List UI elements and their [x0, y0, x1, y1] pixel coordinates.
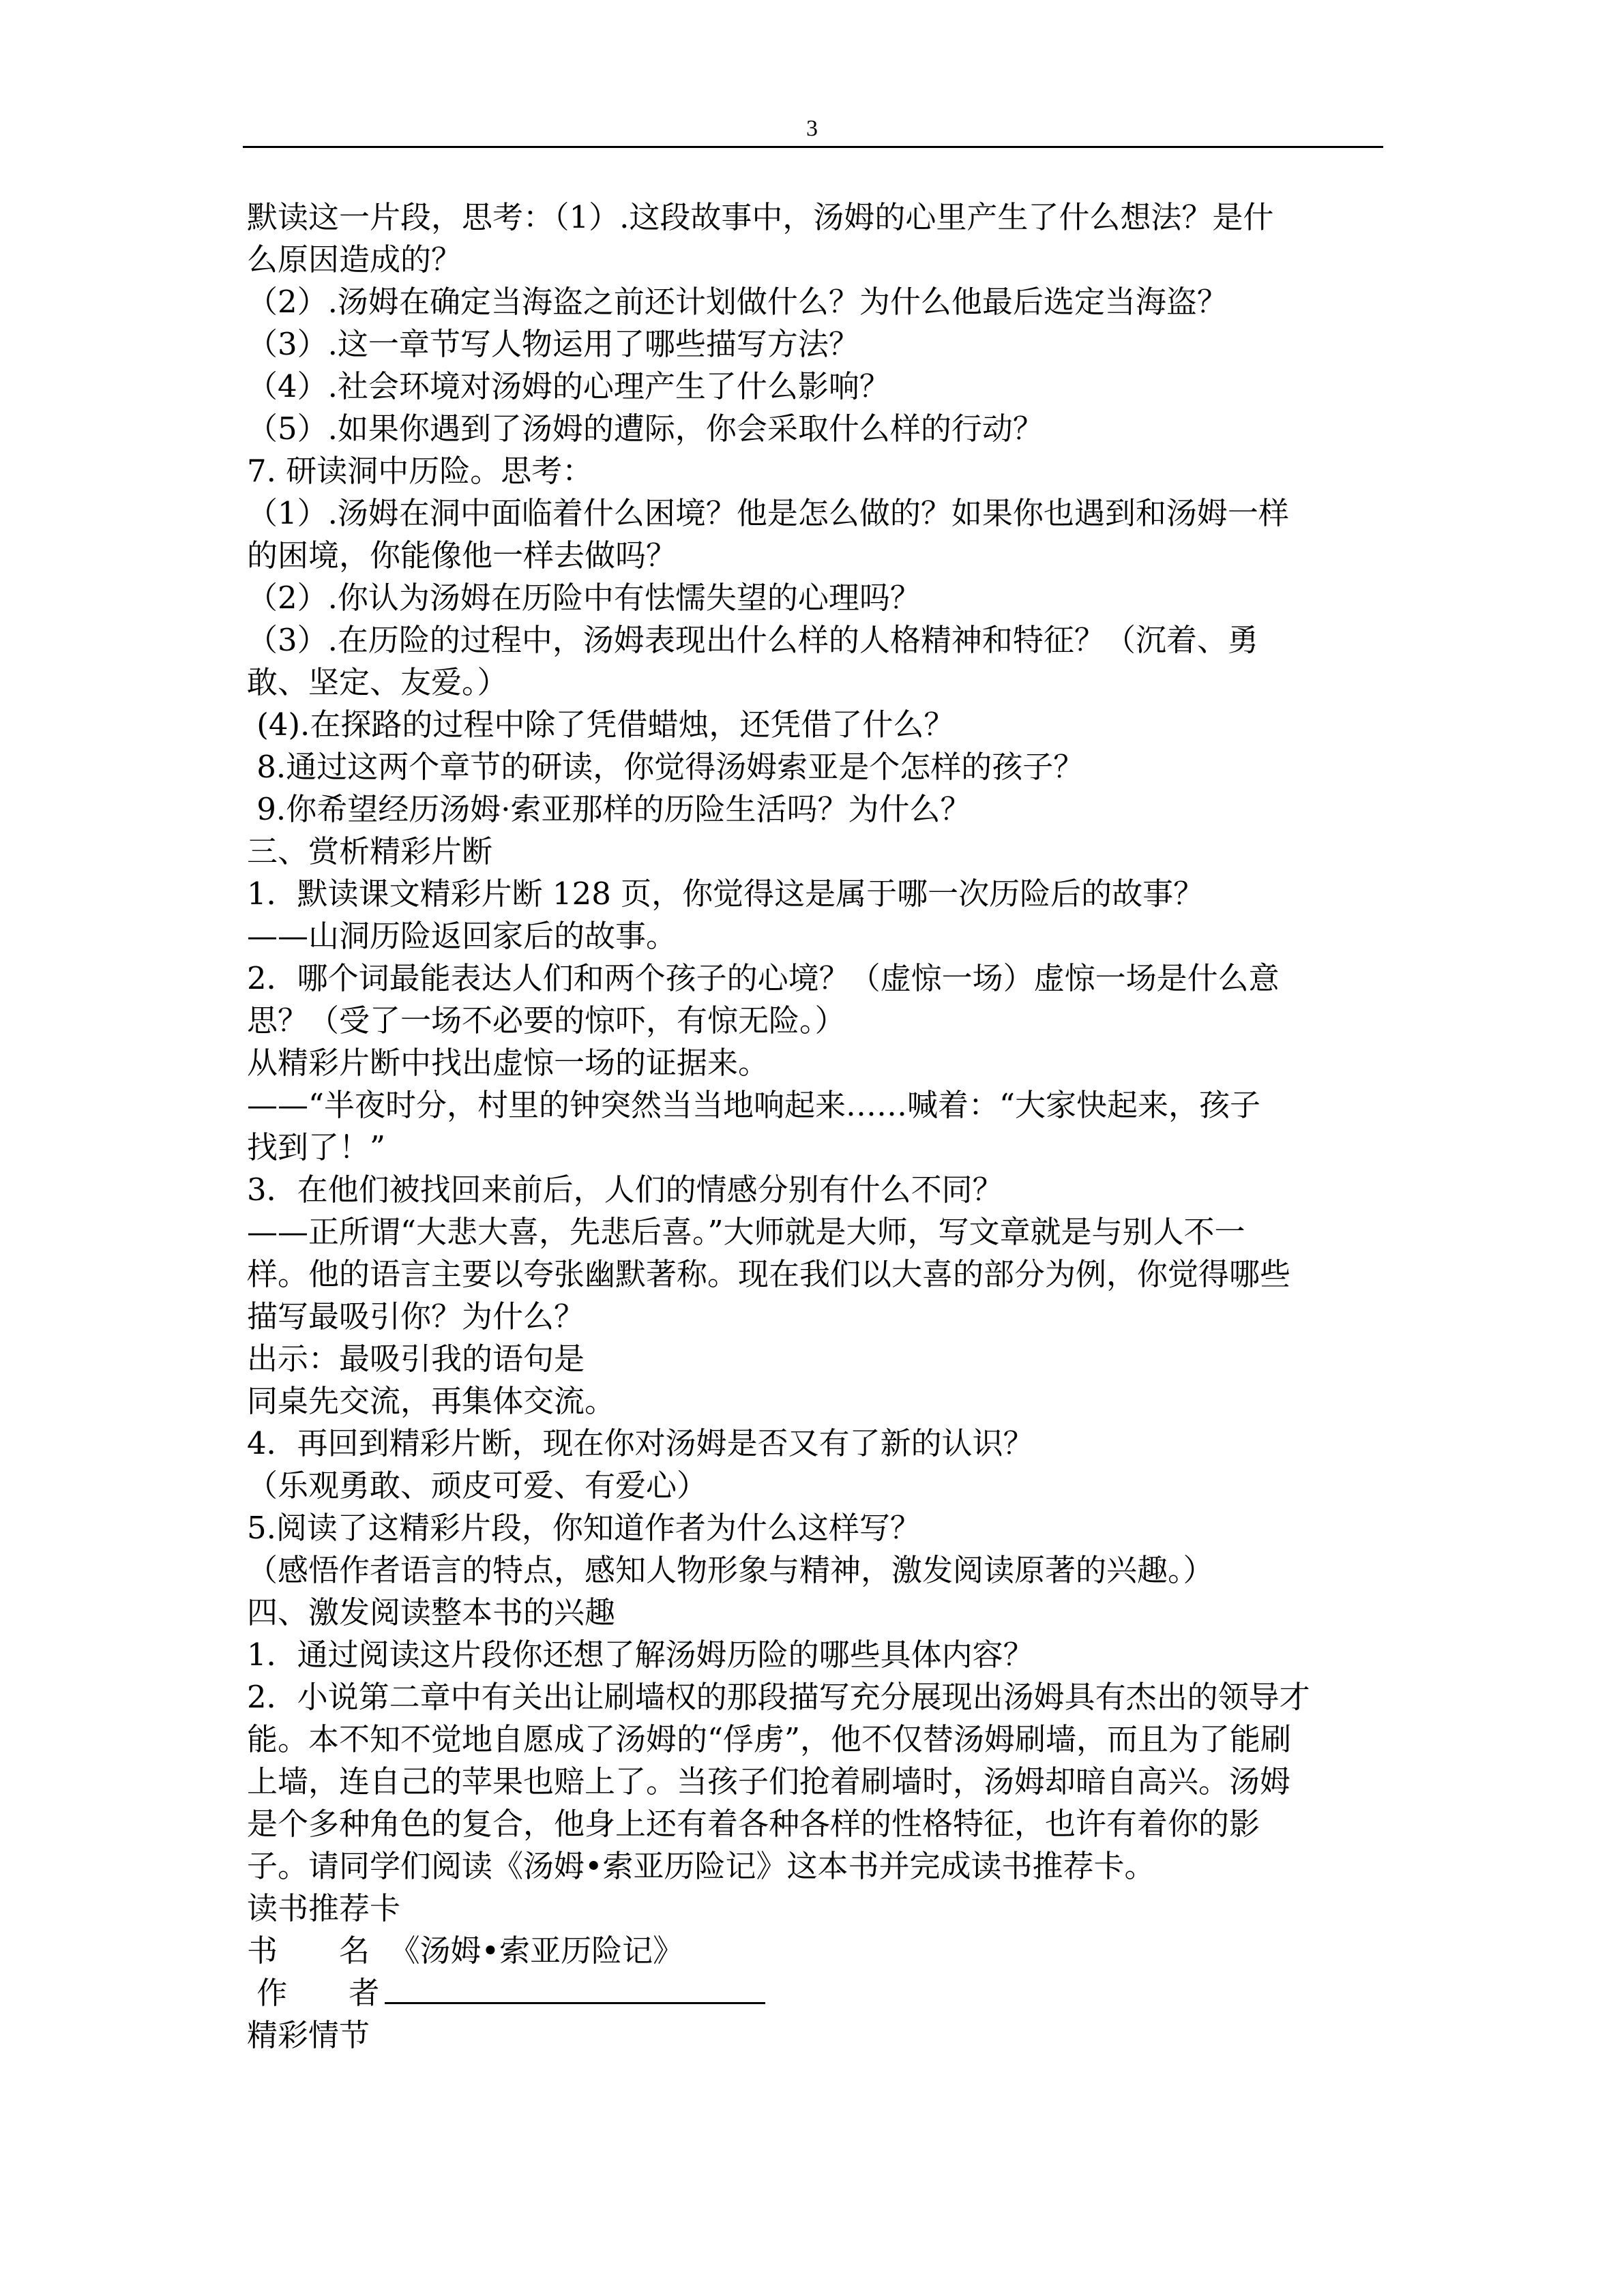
card-title-value: 《汤姆•索亚历险记》 [389, 1933, 684, 1969]
text-line: 3．在他们被找回来前后，人们的情感分别有什么不同？ [247, 1172, 1003, 1208]
text-line: 能。本不知不觉地自愿成了汤姆的“俘虏”，他不仅替汤姆刷墙，而且为了能刷 [247, 1721, 1292, 1757]
card-title-row [247, 1930, 1393, 1972]
text-line: 么原因造成的？ [247, 241, 462, 278]
text-line: 2．小说第二章中有关出让刷墙权的那段描写充分展现出汤姆具有杰出的领导才 [247, 1679, 1310, 1715]
header-rule [243, 146, 1383, 148]
text-line: 找到了！” [247, 1129, 386, 1165]
text-line: （感悟作者语言的特点，感知人物形象与精神，激发阅读原著的兴趣。） [247, 1552, 1214, 1588]
text-line: 1．通过阅读这片段你还想了解汤姆历险的哪些具体内容？ [247, 1637, 1034, 1673]
text-line: 描写最吸引你？为什么？ [247, 1298, 585, 1335]
text-line: （2）.汤姆在确定当海盗之前还计划做什么？为什么他最后选定当海盗？ [247, 284, 1228, 320]
text-line: 敢、坚定、友爱。） [247, 664, 508, 700]
text-line: 1．默读课文精彩片断 128 页，你觉得这是属于哪一次历险后的故事？ [247, 876, 1205, 912]
text-line: 8.通过这两个章节的研读，你觉得汤姆索亚是个怎样的孩子？ [247, 749, 1084, 785]
card-highlights-label: 精彩情节 [247, 2017, 370, 2053]
text-line: 2．哪个词最能表达人们和两个孩子的心境？（虚惊一场）虚惊一场是什么意 [247, 960, 1280, 996]
author-fill-blank[interactable] [385, 1972, 765, 2004]
text-line: 出示：最吸引我的语句是 [247, 1341, 585, 1377]
text-line: （3）.在历险的过程中，汤姆表现出什么样的人格精神和特征？（沉着、勇 [247, 622, 1258, 658]
text-line: （5）.如果你遇到了汤姆的遭际，你会采取什么样的行动？ [247, 411, 1044, 447]
page-number: 3 [806, 116, 818, 141]
section-heading: 7. 研读洞中历险。思考： [247, 453, 593, 489]
text-line: （1）.汤姆在洞中面临着什么困境？他是怎么做的？如果你也遇到和汤姆一样 [247, 495, 1289, 531]
text-line: 子。请同学们阅读《汤姆•索亚历险记》这本书并完成读书推荐卡。 [247, 1848, 1155, 1884]
document-body [247, 196, 1393, 2057]
text-line: 的困境，你能像他一样去做吗？ [247, 537, 677, 573]
text-line: 思？（受了一场不必要的惊吓，有惊无险。） [247, 1002, 846, 1039]
text-line: （2）.你认为汤姆在历险中有怯懦失望的心理吗？ [247, 580, 921, 616]
text-line: (4).在探路的过程中除了凭借蜡烛，还凭借了什么？ [247, 706, 955, 743]
text-line: 是个多种角色的复合，他身上还有着各种各样的性格特征，也许有着你的影 [247, 1806, 1260, 1842]
text-line: （4）.社会环境对汤姆的心理产生了什么影响？ [247, 368, 890, 404]
text-line: ——“半夜时分，村里的钟突然当当地响起来……喊着：“大家快起来，孩子 [247, 1087, 1261, 1123]
section-heading: 四、激发阅读整本书的兴趣 [247, 1594, 616, 1630]
text-line: 样。他的语言主要以夸张幽默著称。现在我们以大喜的部分为例，你觉得哪些 [247, 1256, 1291, 1292]
text-line: ——正所谓“大悲大喜，先悲后喜。”大师就是大师，写文章就是与别人不一 [247, 1214, 1245, 1250]
card-heading: 读书推荐卡 [247, 1890, 401, 1926]
text-line: ——山洞历险返回家后的故事。 [247, 918, 677, 954]
card-author-row [247, 1972, 1393, 2014]
text-line: 5.阅读了这精彩片段，你知道作者为什么这样写？ [247, 1510, 921, 1546]
card-author-label: 作 者 [247, 1975, 380, 2011]
text-line: （3）.这一章节写人物运用了哪些描写方法？ [247, 326, 859, 362]
text-line: （乐观勇敢、顽皮可爱、有爱心） [247, 1467, 708, 1504]
text-line: 上墙，连自己的苹果也赔上了。当孩子们抢着刷墙时，汤姆却暗自高兴。汤姆 [247, 1763, 1291, 1800]
text-line: 9.你希望经历汤姆·索亚那样的历险生活吗？为什么？ [247, 791, 971, 827]
section-heading: 三、赏析精彩片断 [247, 833, 493, 869]
text-line: 默读这一片段，思考：（1）.这段故事中，汤姆的心里产生了什么想法？是什 [247, 199, 1274, 235]
card-title-label: 书 名 [247, 1933, 370, 1969]
text-line: 从精彩片断中找出虚惊一场的证据来。 [247, 1045, 769, 1081]
text-line: 4．再回到精彩片断，现在你对汤姆是否又有了新的认识？ [247, 1425, 1034, 1461]
text-line: 同桌先交流，再集体交流。 [247, 1383, 616, 1419]
